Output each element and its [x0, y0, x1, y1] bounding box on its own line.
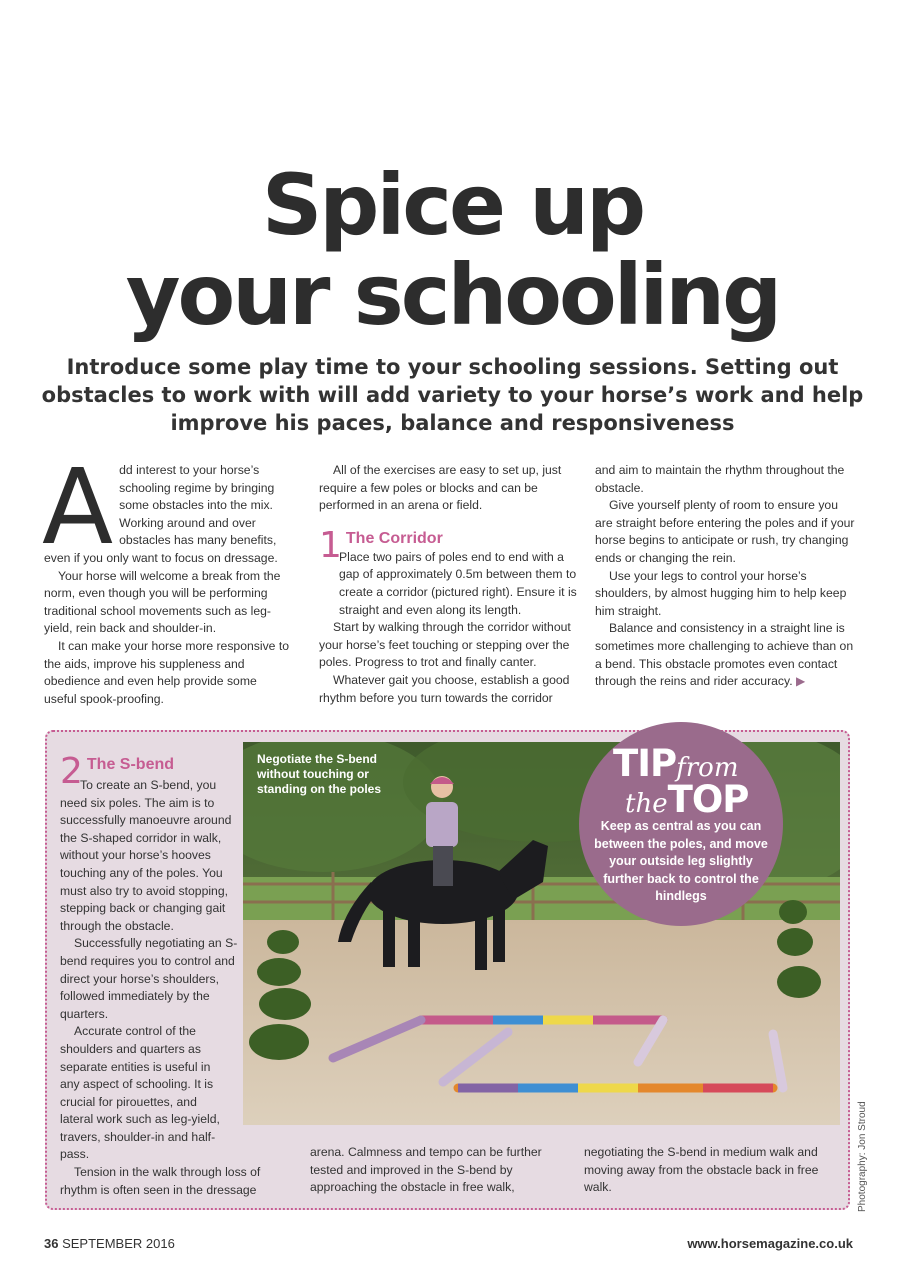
paragraph: Successfully negotiating an S-bend requires you to control and direct your horse’s shoulders, followed immediately by the quarters.	[60, 936, 238, 1021]
article-column-3	[595, 462, 857, 691]
sbend-column-3	[584, 1144, 834, 1197]
website-link[interactable]: www.horsemagazine.co.uk	[687, 1236, 853, 1251]
the-word: the	[625, 789, 668, 819]
tip-from-the-top-badge	[579, 722, 783, 926]
paragraph: Start by walking through the corridor without your horse’s feet touching or stepping over the poles. Progress to trot and finally canter.	[319, 620, 571, 670]
issue-date: SEPTEMBER 2016	[62, 1236, 175, 1251]
tip-body: Keep as central as you can between the poles, and move your outside leg slightly further back to control the hindlegs	[594, 819, 768, 903]
photo-caption: Negotiate the S-bend without touching or standing on the poles	[257, 752, 382, 796]
paragraph: Place two pairs of poles end to end with a gap of approximately 0.5m between them to create a corridor (pictured right). Ensure it is straight and even along its length.	[339, 549, 577, 617]
paragraph: negotiating the S-bend in medium walk and moving away from the obstacle back in free walk.	[584, 1145, 819, 1195]
paragraph: Whatever gait you choose, establish a good rhythm before you turn towards the corridor	[319, 672, 570, 705]
sbend-column-2	[310, 1144, 572, 1197]
section-title: The Corridor	[345, 529, 443, 547]
title-line-2: your schooling	[125, 246, 780, 344]
page-number: 36	[44, 1236, 59, 1251]
paragraph: and aim to maintain the rhythm throughout the obstacle.	[595, 463, 845, 495]
paragraph: All of the exercises are easy to set up, just require a few poles or blocks and can be performed in an arena or field.	[319, 463, 562, 513]
page-footer-left	[44, 1236, 175, 1251]
sbend-column-1	[60, 751, 261, 1199]
article-column-2	[319, 462, 581, 707]
drop-cap: A	[42, 446, 114, 568]
paragraph	[60, 777, 238, 935]
top-word: TOP	[667, 778, 749, 821]
paragraph: Use your legs to control your horse’s shoulders, by almost hugging him to help keep him straight.	[595, 568, 847, 618]
rider-shirt	[426, 802, 458, 847]
article-column-1	[42, 446, 292, 708]
section-title: The S-bend	[86, 756, 175, 773]
paragraph-text: Accurate control of the shoulders and quarters as separate entities is useful in any aspect of schooling. It is crucial for pirouettes, and lateral work such as leg-yield, travers, shoulder-in and half-pass.	[60, 1024, 220, 1162]
paragraph: It can make your horse more responsive to the aids, improve his suppleness and obedience and even help provide some useful spook-proofing.	[44, 638, 289, 706]
tip-word: TIP	[613, 742, 677, 785]
intro-text: dd interest to your horse’s schooling regime by bringing some obstacles into the mix. Working around and over obstacles has many benefits, even if you only want to focus on dressage.	[44, 463, 278, 565]
photo-credit: Photography: Jon Stroud	[857, 1101, 868, 1212]
section-number: 2	[60, 751, 83, 792]
standfirst: Introduce some play time to your schooling sessions. Setting out obstacles to work with will add variety to your horse’s work and help improve his paces, balance and responsiveness	[41, 355, 864, 435]
paragraph-text: Balance and consistency in a straight line is sometimes more challenging to achieve than on a bend. This obstacle promotes even contact through the reins and rider accuracy.	[595, 621, 854, 689]
paragraph	[595, 620, 857, 690]
tip-heading-line-2	[625, 778, 748, 821]
paragraph: Give yourself plenty of room to ensure you are straight before entering the poles and if your horse begins to anticipate or rush, try changing ends or changing the rein.	[595, 498, 855, 565]
paragraph: arena. Calmness and tempo can be further tested and improved in the S-bend by approaching the obstacle in free walk,	[310, 1145, 542, 1195]
paragraph	[60, 1023, 230, 1164]
paragraph: Your horse will welcome a break from the norm, even though you will be performing traditional school movements such as leg-yield, rein back and shoulder-in.	[44, 568, 281, 636]
title-line-1: Spice up	[261, 156, 644, 254]
section-number: 1	[319, 524, 342, 566]
intro-paragraph	[42, 446, 292, 568]
from-word: from	[676, 753, 739, 783]
page-title	[0, 156, 905, 344]
continue-arrow-icon: ▶	[795, 674, 806, 689]
paragraph-text: To create an S-bend, you need six poles. The aim is to successfully manoeuvre around the S-shaped corridor in walk, without your horse’s hooves touching any of the poles. You must also try to avoid stopping, stepping back or changing gait through the obstacle.	[60, 778, 232, 933]
paragraph: Tension in the walk through loss of rhythm is often seen in the dressage	[60, 1165, 261, 1197]
